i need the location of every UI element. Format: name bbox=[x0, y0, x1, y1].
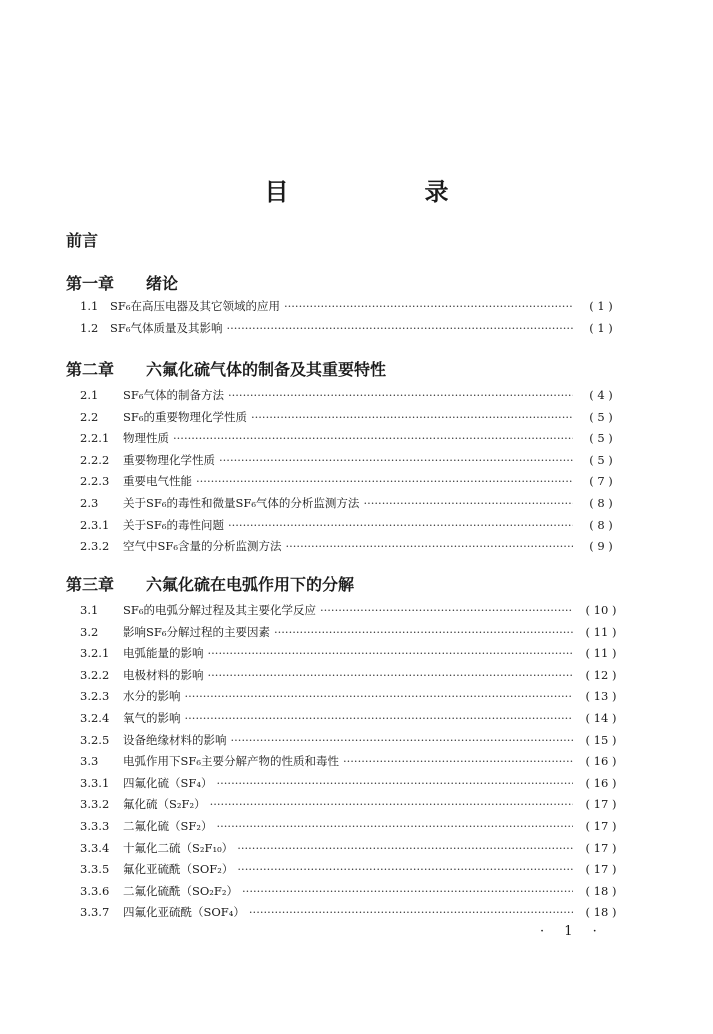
entry-title: 设备绝缘材料的影响 bbox=[123, 732, 227, 747]
toc-entry[interactable] bbox=[80, 536, 625, 558]
toc-entry[interactable] bbox=[80, 816, 625, 838]
entry-number: 3.2.1 bbox=[80, 646, 110, 661]
chapter-title: 六氟化硫在电弧作用下的分解 bbox=[146, 575, 355, 594]
leader-dots bbox=[242, 881, 573, 903]
leader-dots bbox=[363, 493, 573, 515]
entry-number: 2.3.1 bbox=[80, 517, 110, 532]
entry-number: 1.1 bbox=[80, 299, 99, 313]
entry-title: 四氟化亚硫酰（SOF₄） bbox=[123, 905, 245, 920]
entry-number: 3.3.4 bbox=[80, 840, 110, 855]
leader-dots bbox=[320, 600, 573, 622]
entry-title: 二氟化硫（SF₂） bbox=[123, 818, 213, 833]
toc-entry[interactable] bbox=[80, 730, 625, 752]
leader-dots bbox=[251, 407, 573, 429]
entry-page: ( 17 ) bbox=[585, 862, 617, 877]
entry-number: 3.3.6 bbox=[80, 883, 110, 898]
leader-dots bbox=[249, 902, 573, 924]
leader-dots bbox=[208, 665, 574, 687]
entry-page: ( 13 ) bbox=[585, 689, 617, 704]
preface-heading[interactable]: 前言 bbox=[66, 231, 99, 250]
toc-entry[interactable] bbox=[80, 471, 625, 493]
entry-page: ( 5 ) bbox=[589, 452, 613, 467]
page-number: · 1 · bbox=[540, 924, 605, 939]
chapter-number: 第二章 bbox=[66, 360, 115, 379]
entry-title: SF₆气体质量及其影响 bbox=[110, 320, 223, 335]
chapter-title: 绪论 bbox=[146, 274, 179, 293]
entry-page: ( 8 ) bbox=[589, 495, 613, 510]
entry-title: 氧气的影响 bbox=[123, 710, 181, 725]
chapter-2-heading[interactable] bbox=[66, 357, 386, 380]
entry-title: SF₆在高压电器及其它领域的应用 bbox=[110, 299, 280, 313]
entry-page: ( 5 ) bbox=[589, 431, 613, 446]
entry-number: 3.3.3 bbox=[80, 818, 110, 833]
toc-entry[interactable] bbox=[80, 773, 625, 795]
entry-title: 二氟化硫酰（SO₂F₂） bbox=[123, 883, 239, 898]
entry-number: 3.1 bbox=[80, 603, 99, 617]
entry-page: ( 18 ) bbox=[585, 883, 617, 898]
entry-page: ( 8 ) bbox=[589, 517, 613, 532]
leader-dots bbox=[285, 536, 573, 558]
chapter-3-heading[interactable] bbox=[66, 572, 354, 595]
entry-page: ( 17 ) bbox=[585, 840, 617, 855]
entry-title: SF₆的重要物理化学性质 bbox=[123, 409, 247, 424]
entry-number: 2.2.1 bbox=[80, 431, 110, 446]
toc-entry[interactable] bbox=[80, 385, 625, 407]
entry-title: 影响SF₆分解过程的主要因素 bbox=[123, 624, 270, 639]
entry-title: SF₆的电弧分解过程及其主要化学反应 bbox=[123, 603, 316, 617]
toc-entry[interactable] bbox=[80, 450, 625, 472]
entry-number: 1.2 bbox=[80, 320, 99, 335]
chapter-number: 第三章 bbox=[66, 575, 115, 594]
entry-page: ( 1 ) bbox=[589, 320, 613, 335]
toc-entry[interactable] bbox=[80, 881, 625, 903]
leader-dots bbox=[210, 794, 573, 816]
entry-page: ( 14 ) bbox=[585, 710, 617, 725]
entry-number: 3.3.5 bbox=[80, 862, 110, 877]
toc-entry[interactable] bbox=[80, 859, 625, 881]
toc-entry[interactable] bbox=[80, 296, 625, 318]
entry-number: 2.2.3 bbox=[80, 474, 110, 489]
chapter-2-entries bbox=[80, 385, 625, 558]
toc-entry[interactable] bbox=[80, 665, 625, 687]
entry-page: ( 16 ) bbox=[585, 775, 617, 790]
toc-entry[interactable] bbox=[80, 643, 625, 665]
entry-number: 3.2.5 bbox=[80, 732, 110, 747]
entry-title: 关于SF₆的毒性问题 bbox=[123, 517, 224, 532]
entry-title: 氟化硫（S₂F₂） bbox=[123, 797, 206, 812]
entry-page: ( 17 ) bbox=[585, 797, 617, 812]
leader-dots bbox=[173, 428, 573, 450]
toc-entry[interactable] bbox=[80, 838, 625, 860]
chapter-3-entries bbox=[80, 600, 625, 924]
leader-dots bbox=[231, 730, 574, 752]
toc-entry[interactable] bbox=[80, 686, 625, 708]
entry-title: 氟化亚硫酰（SOF₂） bbox=[123, 862, 234, 877]
chapter-1-heading[interactable] bbox=[66, 271, 178, 294]
page-title: 目 录 bbox=[264, 178, 505, 206]
entry-number: 2.2.2 bbox=[80, 452, 110, 467]
entry-title: 电弧作用下SF₆主要分解产物的性质和毒性 bbox=[123, 754, 339, 769]
leader-dots bbox=[237, 838, 573, 860]
entry-page: ( 4 ) bbox=[589, 388, 613, 402]
entry-number: 2.2 bbox=[80, 409, 99, 424]
toc-entry[interactable] bbox=[80, 318, 625, 340]
entry-number: 2.3 bbox=[80, 495, 99, 510]
leader-dots bbox=[343, 751, 573, 773]
entry-page: ( 1 ) bbox=[589, 299, 613, 313]
entry-number: 3.2.4 bbox=[80, 710, 110, 725]
entry-page: ( 15 ) bbox=[585, 732, 617, 747]
entry-page: ( 10 ) bbox=[585, 603, 617, 617]
entry-number: 3.2.3 bbox=[80, 689, 110, 704]
entry-page: ( 9 ) bbox=[589, 539, 613, 554]
leader-dots bbox=[237, 859, 573, 881]
leader-dots bbox=[219, 450, 573, 472]
leader-dots bbox=[185, 708, 574, 730]
entry-title: 重要物理化学性质 bbox=[123, 452, 215, 467]
toc-entry[interactable] bbox=[80, 794, 625, 816]
chapter-number: 第一章 bbox=[66, 274, 115, 293]
entry-title: 电弧能量的影响 bbox=[123, 646, 204, 661]
entry-title: 水分的影响 bbox=[123, 689, 181, 704]
entry-page: ( 16 ) bbox=[585, 754, 617, 769]
leader-dots bbox=[284, 296, 573, 318]
leader-dots bbox=[208, 643, 574, 665]
entry-page: ( 12 ) bbox=[585, 667, 617, 682]
leader-dots bbox=[228, 515, 573, 537]
toc-entry[interactable] bbox=[80, 622, 625, 644]
toc-entry[interactable] bbox=[80, 600, 625, 622]
entry-page: ( 11 ) bbox=[585, 646, 617, 661]
entry-title: 物理性质 bbox=[123, 431, 169, 446]
leader-dots bbox=[274, 622, 573, 644]
toc-entry[interactable] bbox=[80, 751, 625, 773]
toc-entry[interactable] bbox=[80, 407, 625, 429]
toc-entry[interactable] bbox=[80, 902, 625, 924]
chapter-title: 六氟化硫气体的制备及其重要特性 bbox=[146, 360, 387, 379]
entry-title: 关于SF₆的毒性和微量SF₆气体的分析监测方法 bbox=[123, 495, 360, 510]
entry-title: 十氟化二硫（S₂F₁₀） bbox=[123, 840, 234, 855]
entry-number: 2.3.2 bbox=[80, 539, 110, 554]
toc-entry[interactable] bbox=[80, 493, 625, 515]
entry-page: ( 18 ) bbox=[585, 905, 617, 920]
entry-number: 3.3 bbox=[80, 754, 99, 769]
entry-number: 3.3.7 bbox=[80, 905, 110, 920]
entry-page: ( 5 ) bbox=[589, 409, 613, 424]
toc-entry[interactable] bbox=[80, 428, 625, 450]
entry-page: ( 17 ) bbox=[585, 818, 617, 833]
toc-entry[interactable] bbox=[80, 515, 625, 537]
entry-title: SF₆气体的制备方法 bbox=[123, 388, 224, 402]
entry-page: ( 11 ) bbox=[585, 624, 617, 639]
entry-title: 重要电气性能 bbox=[123, 474, 192, 489]
chapter-1-entries bbox=[80, 296, 625, 339]
leader-dots bbox=[216, 816, 573, 838]
entry-number: 3.2 bbox=[80, 624, 99, 639]
entry-number: 2.1 bbox=[80, 388, 99, 402]
entry-number: 3.2.2 bbox=[80, 667, 110, 682]
entry-number: 3.3.2 bbox=[80, 797, 110, 812]
entry-page: ( 7 ) bbox=[589, 474, 613, 489]
leader-dots bbox=[226, 318, 573, 340]
toc-entry[interactable] bbox=[80, 708, 625, 730]
entry-title: 空气中SF₆含量的分析监测方法 bbox=[123, 539, 282, 554]
entry-number: 3.3.1 bbox=[80, 775, 110, 790]
leader-dots bbox=[216, 773, 573, 795]
leader-dots bbox=[196, 471, 573, 493]
leader-dots bbox=[228, 385, 573, 407]
leader-dots bbox=[185, 686, 574, 708]
entry-title: 四氟化硫（SF₄） bbox=[123, 775, 213, 790]
entry-title: 电极材料的影响 bbox=[123, 667, 204, 682]
